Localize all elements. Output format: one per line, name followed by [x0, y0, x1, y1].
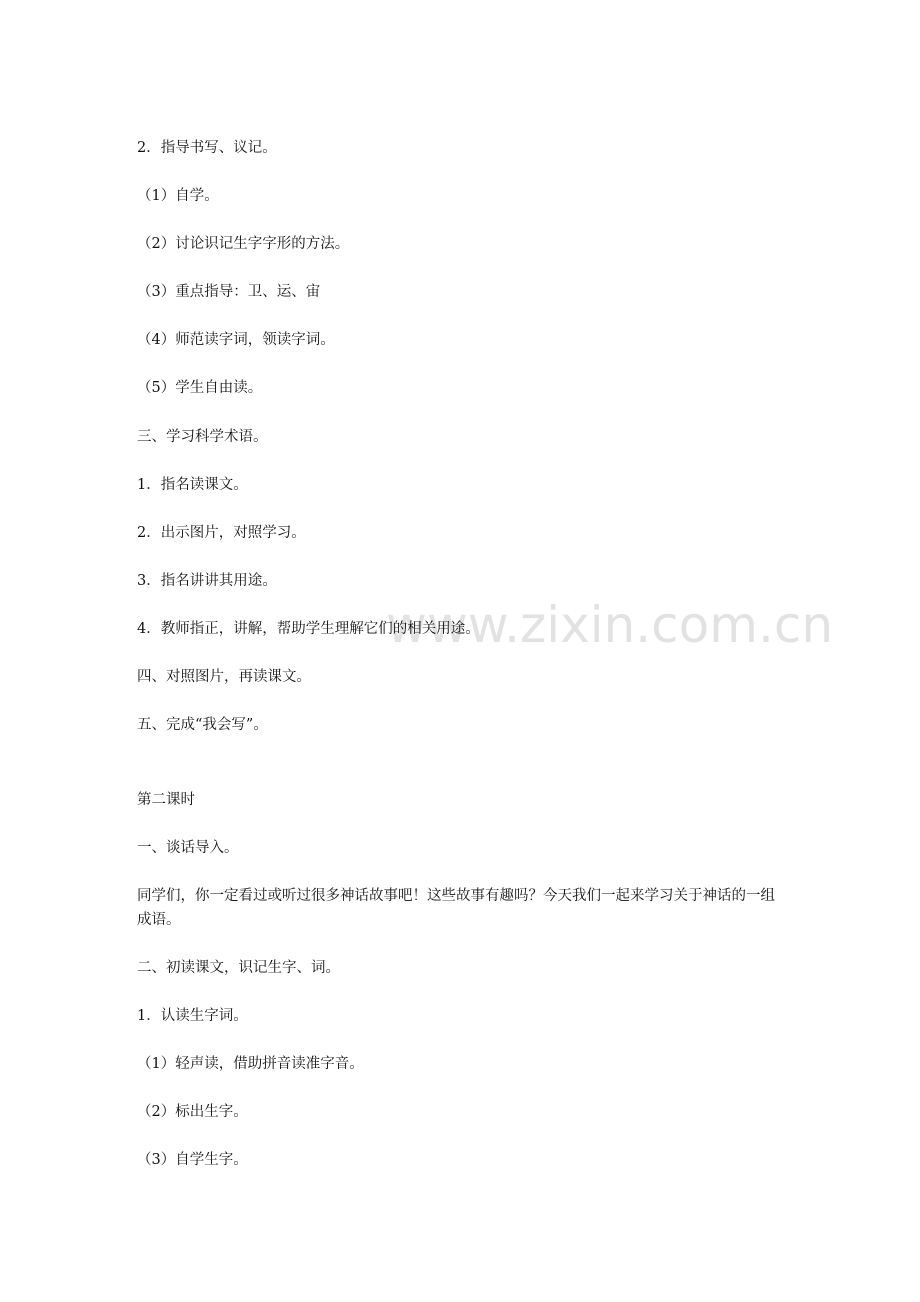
- section-heading-4: 四、对照图片，再读课文。: [137, 669, 311, 685]
- text-line-20: （2）标出生字。: [137, 1104, 248, 1120]
- lesson-title: 第二课时: [137, 792, 195, 808]
- text-line-5: （4）师范读字词，领读字词。: [137, 332, 335, 348]
- text-line-6: （5）学生自由读。: [137, 380, 263, 396]
- text-line-9: 2．出示图片，对照学习。: [137, 525, 306, 541]
- text-line-2: （1）自学。: [137, 188, 219, 204]
- text-line-10: 3．指名讲讲其用途。: [137, 573, 277, 589]
- section-heading-1: 一、谈话导入。: [137, 840, 239, 856]
- watermark: www.zixin.com.cn: [386, 596, 834, 654]
- text-line-4: （3）重点指导：卫、运、宙: [137, 284, 321, 300]
- paragraph-intro: 同学们，你一定看过或听过很多神话故事吧！这些故事有趣吗？今天我们一起来学习关于神话的一组成语。: [137, 888, 775, 928]
- text-line-8: 1．指名读课文。: [137, 477, 248, 493]
- text-line-21: （3）自学生字。: [137, 1152, 248, 1168]
- text-line-11: 4．教师指正，讲解，帮助学生理解它们的相关用途。: [137, 621, 480, 637]
- text-line-18: 1．认读生字词。: [137, 1008, 248, 1024]
- text-line-3: （2）讨论识记生字字形的方法。: [137, 236, 350, 252]
- text-line-19: （1）轻声读，借助拼音读准字音。: [137, 1056, 364, 1072]
- section-heading-2: 二、初读课文，识记生字、词。: [137, 960, 340, 976]
- section-heading-3: 三、学习科学术语。: [137, 429, 268, 445]
- section-heading-5: 五、完成“我会写”。: [137, 717, 268, 733]
- text-line-1: 2．指导书写、议记。: [137, 140, 277, 156]
